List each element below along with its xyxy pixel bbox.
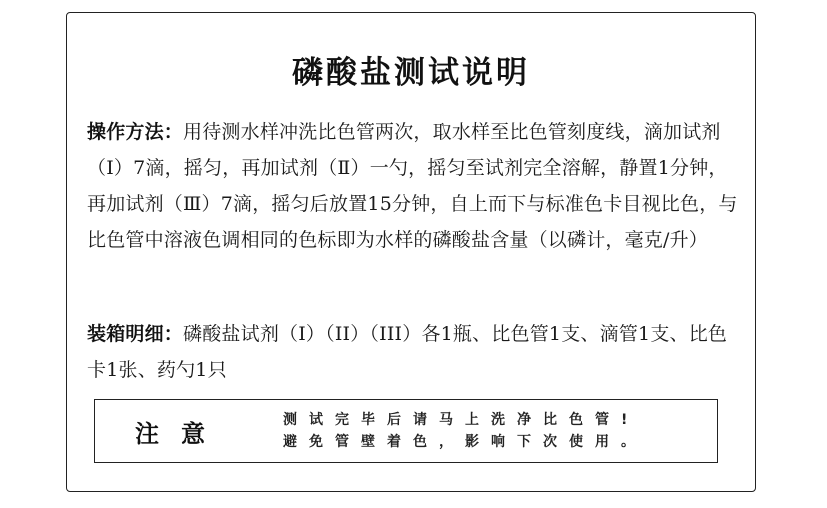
notice-line-2: 避免管壁着色，影响下次使用。: [283, 434, 647, 450]
notice-label: 注意: [135, 419, 227, 448]
packing-paragraph: [87, 316, 743, 388]
notice-box: [94, 399, 718, 463]
notice-text: [245, 409, 717, 453]
operation-text: 用待测水样冲洗比色管两次，取水样至比色管刻度线，滴加试剂（I）7滴，摇匀，再加试剂（Ⅱ）一勺，摇匀至试剂完全溶解，静置1分钟，再加试剂（Ⅲ）7滴，摇匀后放置15分钟，自上而下与标准色卡目视比色，与比色管中溶液色调相同的色标即为水样的磷酸盐含量（以磷计，毫克/升）: [87, 121, 738, 251]
operation-paragraph: [87, 114, 743, 258]
instruction-card: [66, 12, 756, 492]
document-title: 磷酸盐测试说明: [292, 55, 530, 91]
packing-label: 装箱明细：: [87, 323, 184, 345]
operation-label: 操作方法：: [87, 121, 184, 143]
packing-text: 磷酸盐试剂（I）（II）（III）各1瓶、比色管1支、滴管1支、比色卡1张、药勺1只: [87, 323, 728, 381]
notice-line-1: 测试完毕后请马上洗净比色管!: [283, 412, 640, 428]
